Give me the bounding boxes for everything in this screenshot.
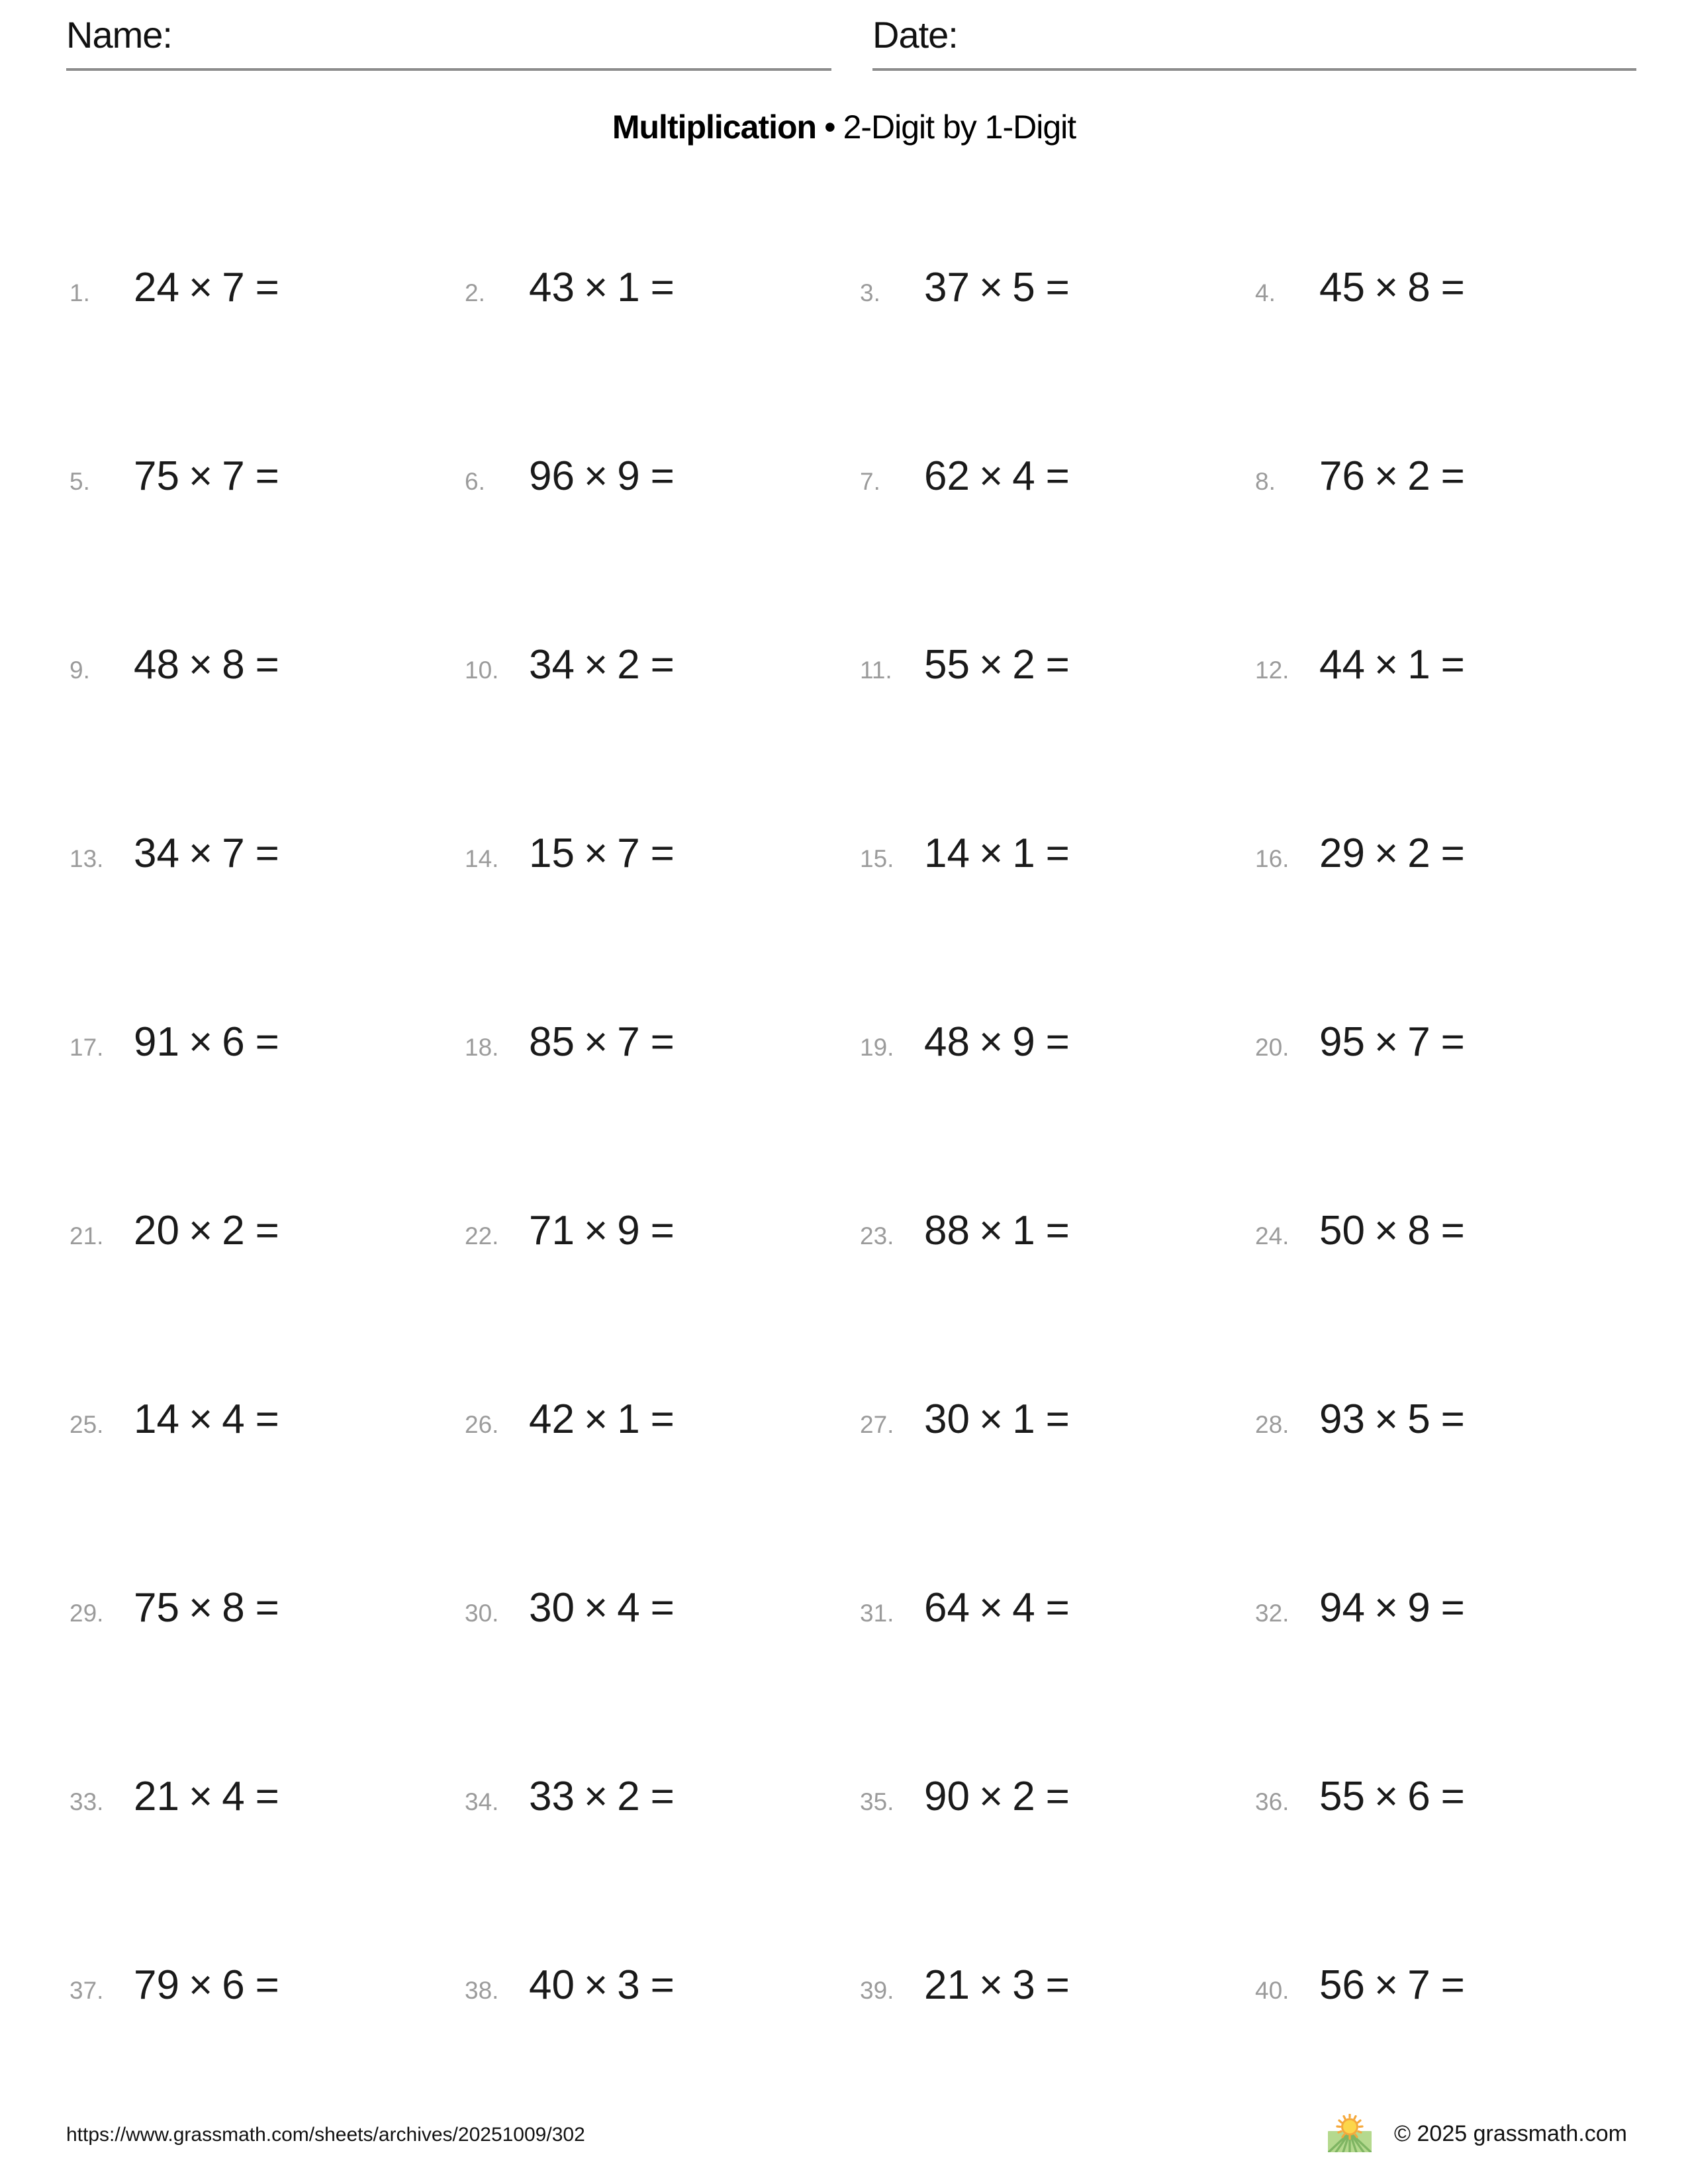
times-sign: ×: [583, 265, 608, 310]
name-field: [66, 15, 831, 56]
equals-sign: =: [650, 1962, 675, 2008]
answer-blank[interactable]: [1070, 340, 1169, 379]
multiplicand: 45: [1319, 265, 1365, 310]
problem-item: [1255, 1208, 1650, 1396]
multiplier: 5: [1407, 1396, 1430, 1442]
problem-item: [465, 1585, 860, 1774]
answer-blank[interactable]: [1070, 1095, 1169, 1133]
multiplier: 7: [1407, 1962, 1430, 2008]
problem-number: 32.: [1255, 1600, 1289, 1627]
title-subtitle: 2-Digit by 1-Digit: [843, 109, 1076, 146]
answer-blank[interactable]: [675, 340, 774, 379]
problem-number: 34.: [465, 1788, 499, 1815]
answer-blank[interactable]: [279, 1472, 379, 1510]
answer-blank[interactable]: [1465, 529, 1564, 567]
problem-number: 28.: [1255, 1411, 1289, 1438]
problem-item: [465, 831, 860, 1019]
equals-sign: =: [1440, 1396, 1465, 1442]
problem-item: [70, 1774, 465, 1962]
equals-sign: =: [255, 453, 279, 499]
multiplicand: 64: [924, 1585, 970, 1631]
equals-sign: =: [255, 1019, 279, 1065]
problem-item: [70, 831, 465, 1019]
times-sign: ×: [583, 642, 608, 688]
problems-grid: [70, 265, 1650, 2151]
multiplicand: 79: [134, 1962, 179, 2008]
multiplier: 1: [1012, 831, 1035, 876]
title-separator-dot: •: [824, 109, 835, 146]
multiplier: 7: [1407, 1019, 1430, 1065]
problem-item: [860, 1396, 1255, 1585]
problem-number: 11.: [860, 657, 892, 684]
equals-sign: =: [255, 831, 279, 876]
equals-sign: =: [1440, 453, 1465, 499]
multiplicand: 94: [1319, 1585, 1365, 1631]
multiplier: 7: [617, 831, 640, 876]
multiplier: 2: [1012, 1774, 1035, 1819]
equals-sign: =: [650, 1019, 675, 1065]
times-sign: ×: [188, 1396, 213, 1442]
problem-number: 29.: [70, 1600, 104, 1627]
page-title: [0, 107, 1688, 147]
date-label: Date:: [872, 14, 958, 56]
answer-blank[interactable]: [1070, 1849, 1169, 1888]
problem-number: 40.: [1255, 1977, 1289, 2004]
answer-blank[interactable]: [675, 1095, 774, 1133]
problem-item: [860, 265, 1255, 453]
times-sign: ×: [1374, 1962, 1399, 2008]
times-sign: ×: [1374, 453, 1399, 499]
problem-number: 23.: [860, 1222, 894, 1250]
multiplier: 1: [617, 265, 640, 310]
problem-item: [70, 1396, 465, 1585]
times-sign: ×: [978, 1585, 1004, 1631]
problem-number: 21.: [70, 1222, 104, 1250]
equals-sign: =: [650, 1585, 675, 1631]
problem-item: [1255, 1019, 1650, 1208]
problem-item: [465, 1208, 860, 1396]
answer-blank[interactable]: [279, 906, 379, 944]
times-sign: ×: [978, 265, 1004, 310]
problem-item: [860, 1585, 1255, 1774]
multiplier: 9: [617, 453, 640, 499]
answer-blank[interactable]: [675, 1661, 774, 1699]
answer-blank[interactable]: [279, 1095, 379, 1133]
times-sign: ×: [1374, 642, 1399, 688]
copyright-text: © 2025 grassmath.com: [1394, 2121, 1627, 2146]
problem-number: 38.: [465, 1977, 499, 2004]
answer-blank[interactable]: [1070, 906, 1169, 944]
problem-number: 36.: [1255, 1788, 1289, 1815]
times-sign: ×: [188, 831, 213, 876]
problem-number: 4.: [1255, 279, 1276, 306]
problem-number: 37.: [70, 1977, 104, 2004]
answer-blank[interactable]: [675, 1472, 774, 1510]
problem-number: 35.: [860, 1788, 894, 1815]
times-sign: ×: [1374, 265, 1399, 310]
multiplier: 9: [1012, 1019, 1035, 1065]
equals-sign: =: [255, 1396, 279, 1442]
problem-item: [1255, 1774, 1650, 1962]
multiplicand: 76: [1319, 453, 1365, 499]
answer-blank[interactable]: [279, 529, 379, 567]
footer-url: https://www.grassmath.com/sheets/archives/20251009/302: [66, 2124, 585, 2146]
answer-blank[interactable]: [1465, 1661, 1564, 1699]
problem-item: [1255, 265, 1650, 453]
times-sign: ×: [978, 642, 1004, 688]
multiplicand: 34: [134, 831, 179, 876]
answer-blank[interactable]: [279, 1283, 379, 1322]
equals-sign: =: [650, 1396, 675, 1442]
problem-number: 25.: [70, 1411, 104, 1438]
problem-number: 8.: [1255, 468, 1276, 495]
times-sign: ×: [583, 1396, 608, 1442]
multiplier: 2: [617, 642, 640, 688]
problem-number: 27.: [860, 1411, 894, 1438]
times-sign: ×: [188, 453, 213, 499]
multiplicand: 91: [134, 1019, 179, 1065]
problem-item: [465, 1396, 860, 1585]
sunrise-field-logo-icon: [1328, 2114, 1372, 2152]
answer-blank[interactable]: [1070, 717, 1169, 756]
multiplicand: 50: [1319, 1208, 1365, 1253]
problem-number: 26.: [465, 1411, 499, 1438]
multiplicand: 30: [924, 1396, 970, 1442]
multiplier: 9: [1407, 1585, 1430, 1631]
answer-blank[interactable]: [1465, 1472, 1564, 1510]
answer-blank[interactable]: [279, 2038, 379, 2076]
problem-item: [465, 642, 860, 831]
times-sign: ×: [1374, 1585, 1399, 1631]
multiplier: 4: [222, 1774, 245, 1819]
equals-sign: =: [650, 453, 675, 499]
equals-sign: =: [650, 831, 675, 876]
times-sign: ×: [188, 1774, 213, 1819]
multiplicand: 48: [924, 1019, 970, 1065]
answer-blank[interactable]: [279, 1661, 379, 1699]
answer-blank[interactable]: [1465, 1849, 1564, 1888]
times-sign: ×: [978, 1396, 1004, 1442]
answer-blank[interactable]: [1465, 2038, 1564, 2076]
problem-number: 13.: [70, 845, 104, 872]
answer-blank[interactable]: [1070, 529, 1169, 567]
multiplier: 3: [617, 1962, 640, 2008]
problem-number: 6.: [465, 468, 485, 495]
equals-sign: =: [1045, 831, 1070, 876]
times-sign: ×: [583, 1585, 608, 1631]
problem-item: [465, 265, 860, 453]
times-sign: ×: [1374, 1208, 1399, 1253]
multiplier: 1: [617, 1396, 640, 1442]
answer-blank[interactable]: [1465, 340, 1564, 379]
problem-item: [1255, 453, 1650, 642]
multiplicand: 62: [924, 453, 970, 499]
multiplier: 7: [222, 265, 245, 310]
equals-sign: =: [1045, 1208, 1070, 1253]
equals-sign: =: [1045, 1774, 1070, 1819]
multiplier: 4: [1012, 453, 1035, 499]
answer-blank[interactable]: [1465, 906, 1564, 944]
multiplier: 7: [222, 831, 245, 876]
title-main: Multiplication: [612, 109, 817, 146]
multiplicand: 88: [924, 1208, 970, 1253]
multiplicand: 96: [529, 453, 575, 499]
multiplier: 2: [1407, 831, 1430, 876]
multiplier: 1: [1012, 1208, 1035, 1253]
multiplicand: 90: [924, 1774, 970, 1819]
times-sign: ×: [583, 1019, 608, 1065]
multiplicand: 40: [529, 1962, 575, 2008]
multiplicand: 34: [529, 642, 575, 688]
answer-blank[interactable]: [1465, 1095, 1564, 1133]
problem-number: 3.: [860, 279, 880, 306]
problem-item: [70, 1585, 465, 1774]
problem-number: 22.: [465, 1222, 499, 1250]
multiplicand: 55: [924, 642, 970, 688]
problem-number: 33.: [70, 1788, 104, 1815]
multiplier: 4: [617, 1585, 640, 1631]
problem-number: 39.: [860, 1977, 894, 2004]
answer-blank[interactable]: [675, 529, 774, 567]
multiplicand: 29: [1319, 831, 1365, 876]
multiplier: 8: [1407, 265, 1430, 310]
multiplier: 4: [1012, 1585, 1035, 1631]
multiplicand: 33: [529, 1774, 575, 1819]
times-sign: ×: [978, 1962, 1004, 2008]
multiplicand: 93: [1319, 1396, 1365, 1442]
problem-number: 9.: [70, 657, 90, 684]
equals-sign: =: [1440, 1585, 1465, 1631]
problem-item: [860, 642, 1255, 831]
name-label: Name:: [66, 14, 172, 56]
times-sign: ×: [978, 1019, 1004, 1065]
answer-blank[interactable]: [1465, 1283, 1564, 1322]
times-sign: ×: [188, 1962, 213, 2008]
multiplicand: 85: [529, 1019, 575, 1065]
times-sign: ×: [188, 642, 213, 688]
answer-blank[interactable]: [279, 340, 379, 379]
date-fill-line[interactable]: [872, 68, 1636, 71]
times-sign: ×: [583, 1774, 608, 1819]
equals-sign: =: [1045, 1585, 1070, 1631]
multiplier: 5: [1012, 265, 1035, 310]
problem-item: [1255, 642, 1650, 831]
answer-blank[interactable]: [1070, 1283, 1169, 1322]
multiplicand: 14: [924, 831, 970, 876]
multiplier: 1: [1012, 1396, 1035, 1442]
times-sign: ×: [978, 831, 1004, 876]
problem-number: 31.: [860, 1600, 894, 1627]
equals-sign: =: [1440, 1774, 1465, 1819]
multiplicand: 21: [924, 1962, 970, 2008]
times-sign: ×: [1374, 1019, 1399, 1065]
equals-sign: =: [650, 1774, 675, 1819]
problem-item: [860, 453, 1255, 642]
multiplicand: 43: [529, 265, 575, 310]
problem-number: 24.: [1255, 1222, 1289, 1250]
times-sign: ×: [583, 831, 608, 876]
times-sign: ×: [978, 453, 1004, 499]
problem-item: [465, 1019, 860, 1208]
times-sign: ×: [1374, 831, 1399, 876]
multiplier: 7: [222, 453, 245, 499]
problem-number: 2.: [465, 279, 485, 306]
problem-number: 5.: [70, 468, 90, 495]
multiplier: 2: [1407, 453, 1430, 499]
problem-item: [465, 453, 860, 642]
multiplier: 2: [222, 1208, 245, 1253]
equals-sign: =: [1045, 453, 1070, 499]
multiplicand: 95: [1319, 1019, 1365, 1065]
times-sign: ×: [978, 1208, 1004, 1253]
times-sign: ×: [188, 1585, 213, 1631]
multiplicand: 14: [134, 1396, 179, 1442]
multiplicand: 44: [1319, 642, 1365, 688]
multiplier: 1: [1407, 642, 1430, 688]
multiplier: 6: [222, 1962, 245, 2008]
name-fill-line[interactable]: [66, 68, 831, 71]
problem-item: [860, 1208, 1255, 1396]
problem-item: [70, 453, 465, 642]
equals-sign: =: [650, 642, 675, 688]
problem-number: 18.: [465, 1034, 499, 1061]
multiplicand: 24: [134, 265, 179, 310]
problem-number: 10.: [465, 657, 499, 684]
multiplicand: 21: [134, 1774, 179, 1819]
multiplier: 7: [617, 1019, 640, 1065]
answer-blank[interactable]: [279, 717, 379, 756]
problem-number: 15.: [860, 845, 894, 872]
times-sign: ×: [583, 453, 608, 499]
multiplicand: 71: [529, 1208, 575, 1253]
times-sign: ×: [1374, 1396, 1399, 1442]
problem-number: 1.: [70, 279, 90, 306]
multiplicand: 75: [134, 1585, 179, 1631]
answer-blank[interactable]: [675, 2038, 774, 2076]
times-sign: ×: [188, 1019, 213, 1065]
times-sign: ×: [978, 1774, 1004, 1819]
equals-sign: =: [1440, 1208, 1465, 1253]
answer-blank[interactable]: [1070, 2038, 1169, 2076]
equals-sign: =: [650, 265, 675, 310]
answer-blank[interactable]: [675, 717, 774, 756]
problem-number: 12.: [1255, 657, 1289, 684]
problem-item: [860, 831, 1255, 1019]
answer-blank[interactable]: [1070, 1472, 1169, 1510]
times-sign: ×: [188, 1208, 213, 1253]
problem-item: [70, 1208, 465, 1396]
problem-number: 14.: [465, 845, 499, 872]
multiplicand: 48: [134, 642, 179, 688]
equals-sign: =: [1440, 831, 1465, 876]
answer-blank[interactable]: [279, 1849, 379, 1888]
equals-sign: =: [1440, 642, 1465, 688]
date-field: [872, 15, 1636, 56]
equals-sign: =: [1440, 1962, 1465, 2008]
multiplier: 2: [1012, 642, 1035, 688]
multiplier: 8: [1407, 1208, 1430, 1253]
multiplier: 2: [617, 1774, 640, 1819]
problem-item: [1255, 1585, 1650, 1774]
times-sign: ×: [188, 265, 213, 310]
equals-sign: =: [1045, 1962, 1070, 2008]
problem-item: [860, 1962, 1255, 2151]
multiplier: 6: [222, 1019, 245, 1065]
multiplier: 6: [1407, 1774, 1430, 1819]
multiplicand: 15: [529, 831, 575, 876]
problem-number: 19.: [860, 1034, 894, 1061]
equals-sign: =: [1045, 1019, 1070, 1065]
problem-item: [860, 1774, 1255, 1962]
times-sign: ×: [1374, 1774, 1399, 1819]
multiplicand: 37: [924, 265, 970, 310]
equals-sign: =: [1045, 642, 1070, 688]
multiplicand: 42: [529, 1396, 575, 1442]
equals-sign: =: [255, 1962, 279, 2008]
problem-item: [465, 1774, 860, 1962]
equals-sign: =: [1440, 265, 1465, 310]
problem-number: 30.: [465, 1600, 499, 1627]
problem-number: 7.: [860, 468, 880, 495]
equals-sign: =: [255, 642, 279, 688]
answer-blank[interactable]: [675, 1849, 774, 1888]
multiplier: 3: [1012, 1962, 1035, 2008]
equals-sign: =: [1440, 1019, 1465, 1065]
multiplicand: 20: [134, 1208, 179, 1253]
equals-sign: =: [255, 1585, 279, 1631]
multiplier: 4: [222, 1396, 245, 1442]
problem-item: [70, 1019, 465, 1208]
problem-number: 20.: [1255, 1034, 1289, 1061]
answer-blank[interactable]: [1465, 717, 1564, 756]
multiplicand: 56: [1319, 1962, 1365, 2008]
multiplicand: 30: [529, 1585, 575, 1631]
answer-blank[interactable]: [675, 1283, 774, 1322]
multiplier: 8: [222, 642, 245, 688]
multiplicand: 75: [134, 453, 179, 499]
multiplier: 8: [222, 1585, 245, 1631]
problem-item: [860, 1019, 1255, 1208]
equals-sign: =: [255, 1774, 279, 1819]
times-sign: ×: [583, 1208, 608, 1253]
problem-item: [70, 265, 465, 453]
equals-sign: =: [1045, 1396, 1070, 1442]
answer-blank[interactable]: [1070, 1661, 1169, 1699]
equals-sign: =: [650, 1208, 675, 1253]
problem-item: [70, 642, 465, 831]
answer-blank[interactable]: [675, 906, 774, 944]
problem-number: 16.: [1255, 845, 1289, 872]
multiplier: 9: [617, 1208, 640, 1253]
multiplicand: 55: [1319, 1774, 1365, 1819]
problem-item: [1255, 1396, 1650, 1585]
problem-number: 17.: [70, 1034, 104, 1061]
times-sign: ×: [583, 1962, 608, 2008]
problem-item: [1255, 831, 1650, 1019]
equals-sign: =: [1045, 265, 1070, 310]
equals-sign: =: [255, 265, 279, 310]
equals-sign: =: [255, 1208, 279, 1253]
